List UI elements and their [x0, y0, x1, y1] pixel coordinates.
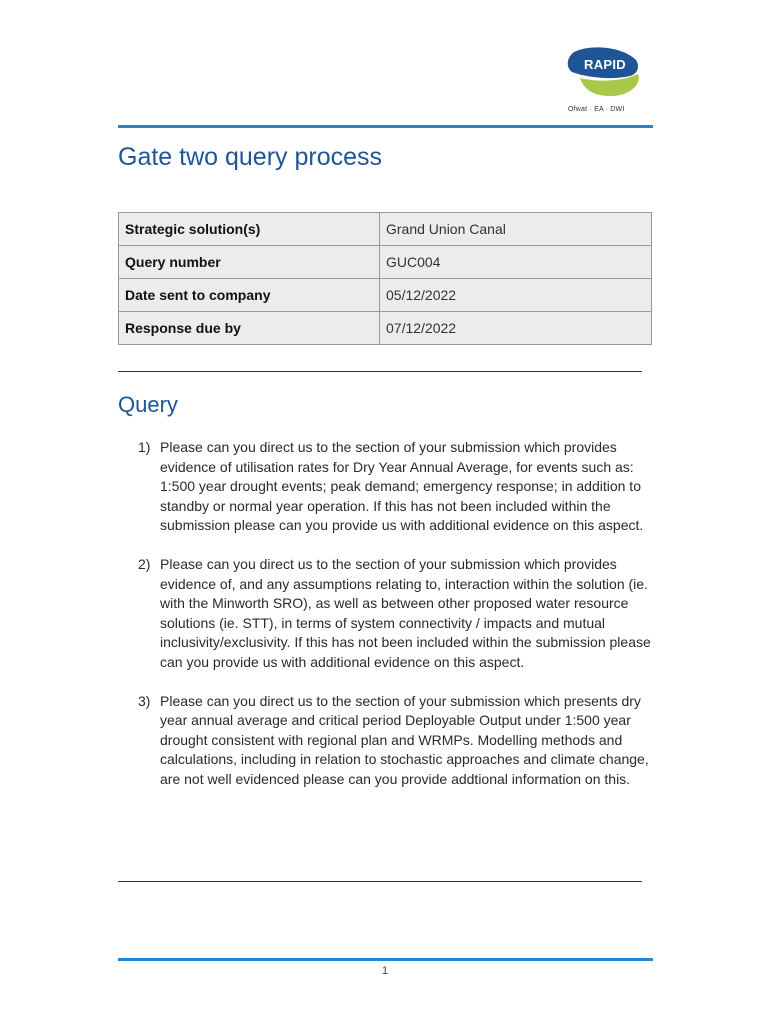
table-value: 07/12/2022: [380, 312, 652, 345]
header-rule: [118, 125, 653, 128]
divider-line: [118, 371, 642, 372]
list-item: [118, 555, 653, 673]
info-table: [118, 212, 652, 345]
table-value: 05/12/2022: [380, 279, 652, 312]
list-number: 3): [138, 692, 151, 709]
table-label: Response due by: [119, 312, 380, 345]
list-item: [118, 692, 653, 790]
table-label: Date sent to company: [119, 279, 380, 312]
query-text: Please can you direct us to the section of your submission which presents dry year annual average and critical period Deployable Output under 1:500 year drought consistent with regional plan and WRMPs. Modelling methods and calculations, including in relation to stochastic approaches and climate change, are not well evidenced please can you provide addtional information on this.: [160, 692, 649, 787]
table-value: GUC004: [380, 246, 652, 279]
table-row: [119, 246, 652, 279]
query-list: [118, 438, 653, 809]
rapid-logo: [560, 44, 650, 120]
logo-name: RAPID: [584, 57, 626, 72]
table-row: [119, 312, 652, 345]
query-text: Please can you direct us to the section of your submission which provides evidence of, and any assumptions relating to, interaction within the solution (ie. with the Minworth SRO), as well as between other proposed water resource solutions (ie. STT), in terms of system connectivity / impacts and mutual inclusivity/exclusivity. If this has not been included within the submission please can you provide us with additional evidence on this aspect.: [160, 555, 651, 670]
divider-line: [118, 881, 642, 882]
table-row: [119, 213, 652, 246]
logo-subtext: Ofwat · EA · DWI: [568, 106, 625, 113]
query-heading: Query: [118, 392, 178, 417]
table-label: Strategic solution(s): [119, 213, 380, 246]
list-number: 1): [138, 439, 151, 455]
page-number: 1: [381, 965, 389, 977]
list-item: [118, 438, 653, 536]
table-label: Query number: [119, 246, 380, 279]
query-text: Please can you direct us to the section of your submission which provides evidence of utilisation rates for Dry Year Annual Average, for events such as: 1:500 year drought events; peak demand; emergency response; in addition to standby or normal year operation. If this has not been included within the submission please can you provide us with additional evidence on this aspect.: [160, 439, 644, 534]
page-title: Gate two query process: [118, 143, 383, 171]
table-row: [119, 279, 652, 312]
footer-rule: [118, 958, 653, 961]
list-number: 2): [138, 555, 151, 572]
rapid-logo-icon: [560, 44, 650, 104]
table-value: Grand Union Canal: [380, 213, 652, 246]
